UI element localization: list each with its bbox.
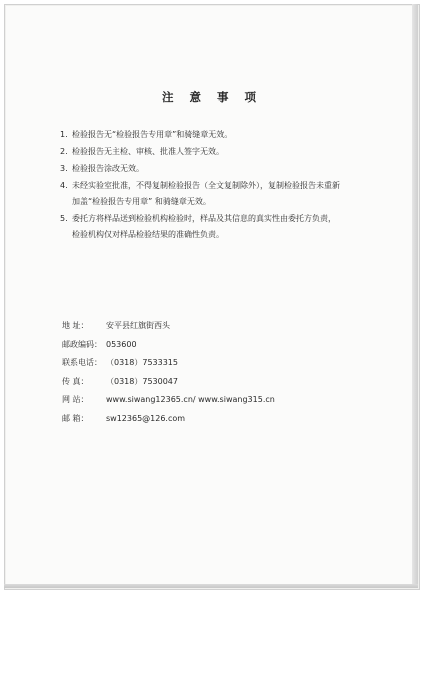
note-text: 检验报告无主检、审核、批准人签字无效。 — [72, 147, 224, 156]
email-link[interactable]: sw12365@126.com — [106, 413, 186, 423]
contact-value: （0318）7530047 — [106, 376, 178, 386]
contact-fax — [62, 377, 382, 387]
note-text-continued: 加盖“检验报告专用章” 和骑缝章无效。 — [72, 197, 211, 206]
note-text: 检验报告涂改无效。 — [72, 164, 144, 173]
note-text-continued: 检验机构仅对样品检验结果的准确性负责。 — [72, 230, 224, 239]
contact-label: 邮 箱： — [62, 413, 89, 423]
contact-value: （0318）7533315 — [106, 358, 178, 367]
page-edge-bottom — [4, 584, 418, 588]
contact-value: 053600 — [106, 339, 137, 349]
note-item-3 — [60, 163, 380, 174]
note-number: 2. — [60, 147, 68, 156]
contact-postcode — [62, 340, 382, 350]
contact-email — [62, 414, 382, 424]
contact-label: 邮政编码： — [62, 339, 102, 349]
notes-list — [60, 129, 380, 246]
contact-label: 联系电话： — [62, 358, 102, 367]
contact-label: 地 址： — [62, 321, 89, 330]
note-item-1 — [60, 129, 380, 140]
note-number: 3. — [60, 164, 68, 173]
contact-block — [62, 321, 382, 432]
website-links[interactable]: www.siwang12365.cn/ www.siwang315.cn — [106, 395, 275, 404]
page-title: 注 意 事 项 — [161, 90, 262, 104]
note-item-4 — [60, 180, 380, 207]
contact-label: 网 站： — [62, 395, 89, 404]
note-text: 委托方将样品送到检验机构检验时，样品及其信息的真实性由委托方负责， — [72, 214, 336, 223]
note-item-2 — [60, 146, 380, 157]
contact-address — [62, 321, 382, 331]
contact-value: 安平县红旗街西头 — [106, 321, 170, 330]
note-text: 检验报告无“检验报告专用章”和骑缝章无效。 — [72, 130, 233, 139]
contact-phone — [62, 358, 382, 368]
note-item-5 — [60, 213, 380, 240]
note-text: 未经实验室批准，不得复制检验报告（全文复制除外），复制检验报告未重新 — [72, 181, 340, 190]
note-number: 5. — [60, 214, 68, 223]
contact-label: 传 真： — [62, 376, 89, 386]
contact-website — [62, 395, 382, 405]
note-number: 1. — [60, 130, 68, 139]
note-number: 4. — [60, 181, 68, 190]
